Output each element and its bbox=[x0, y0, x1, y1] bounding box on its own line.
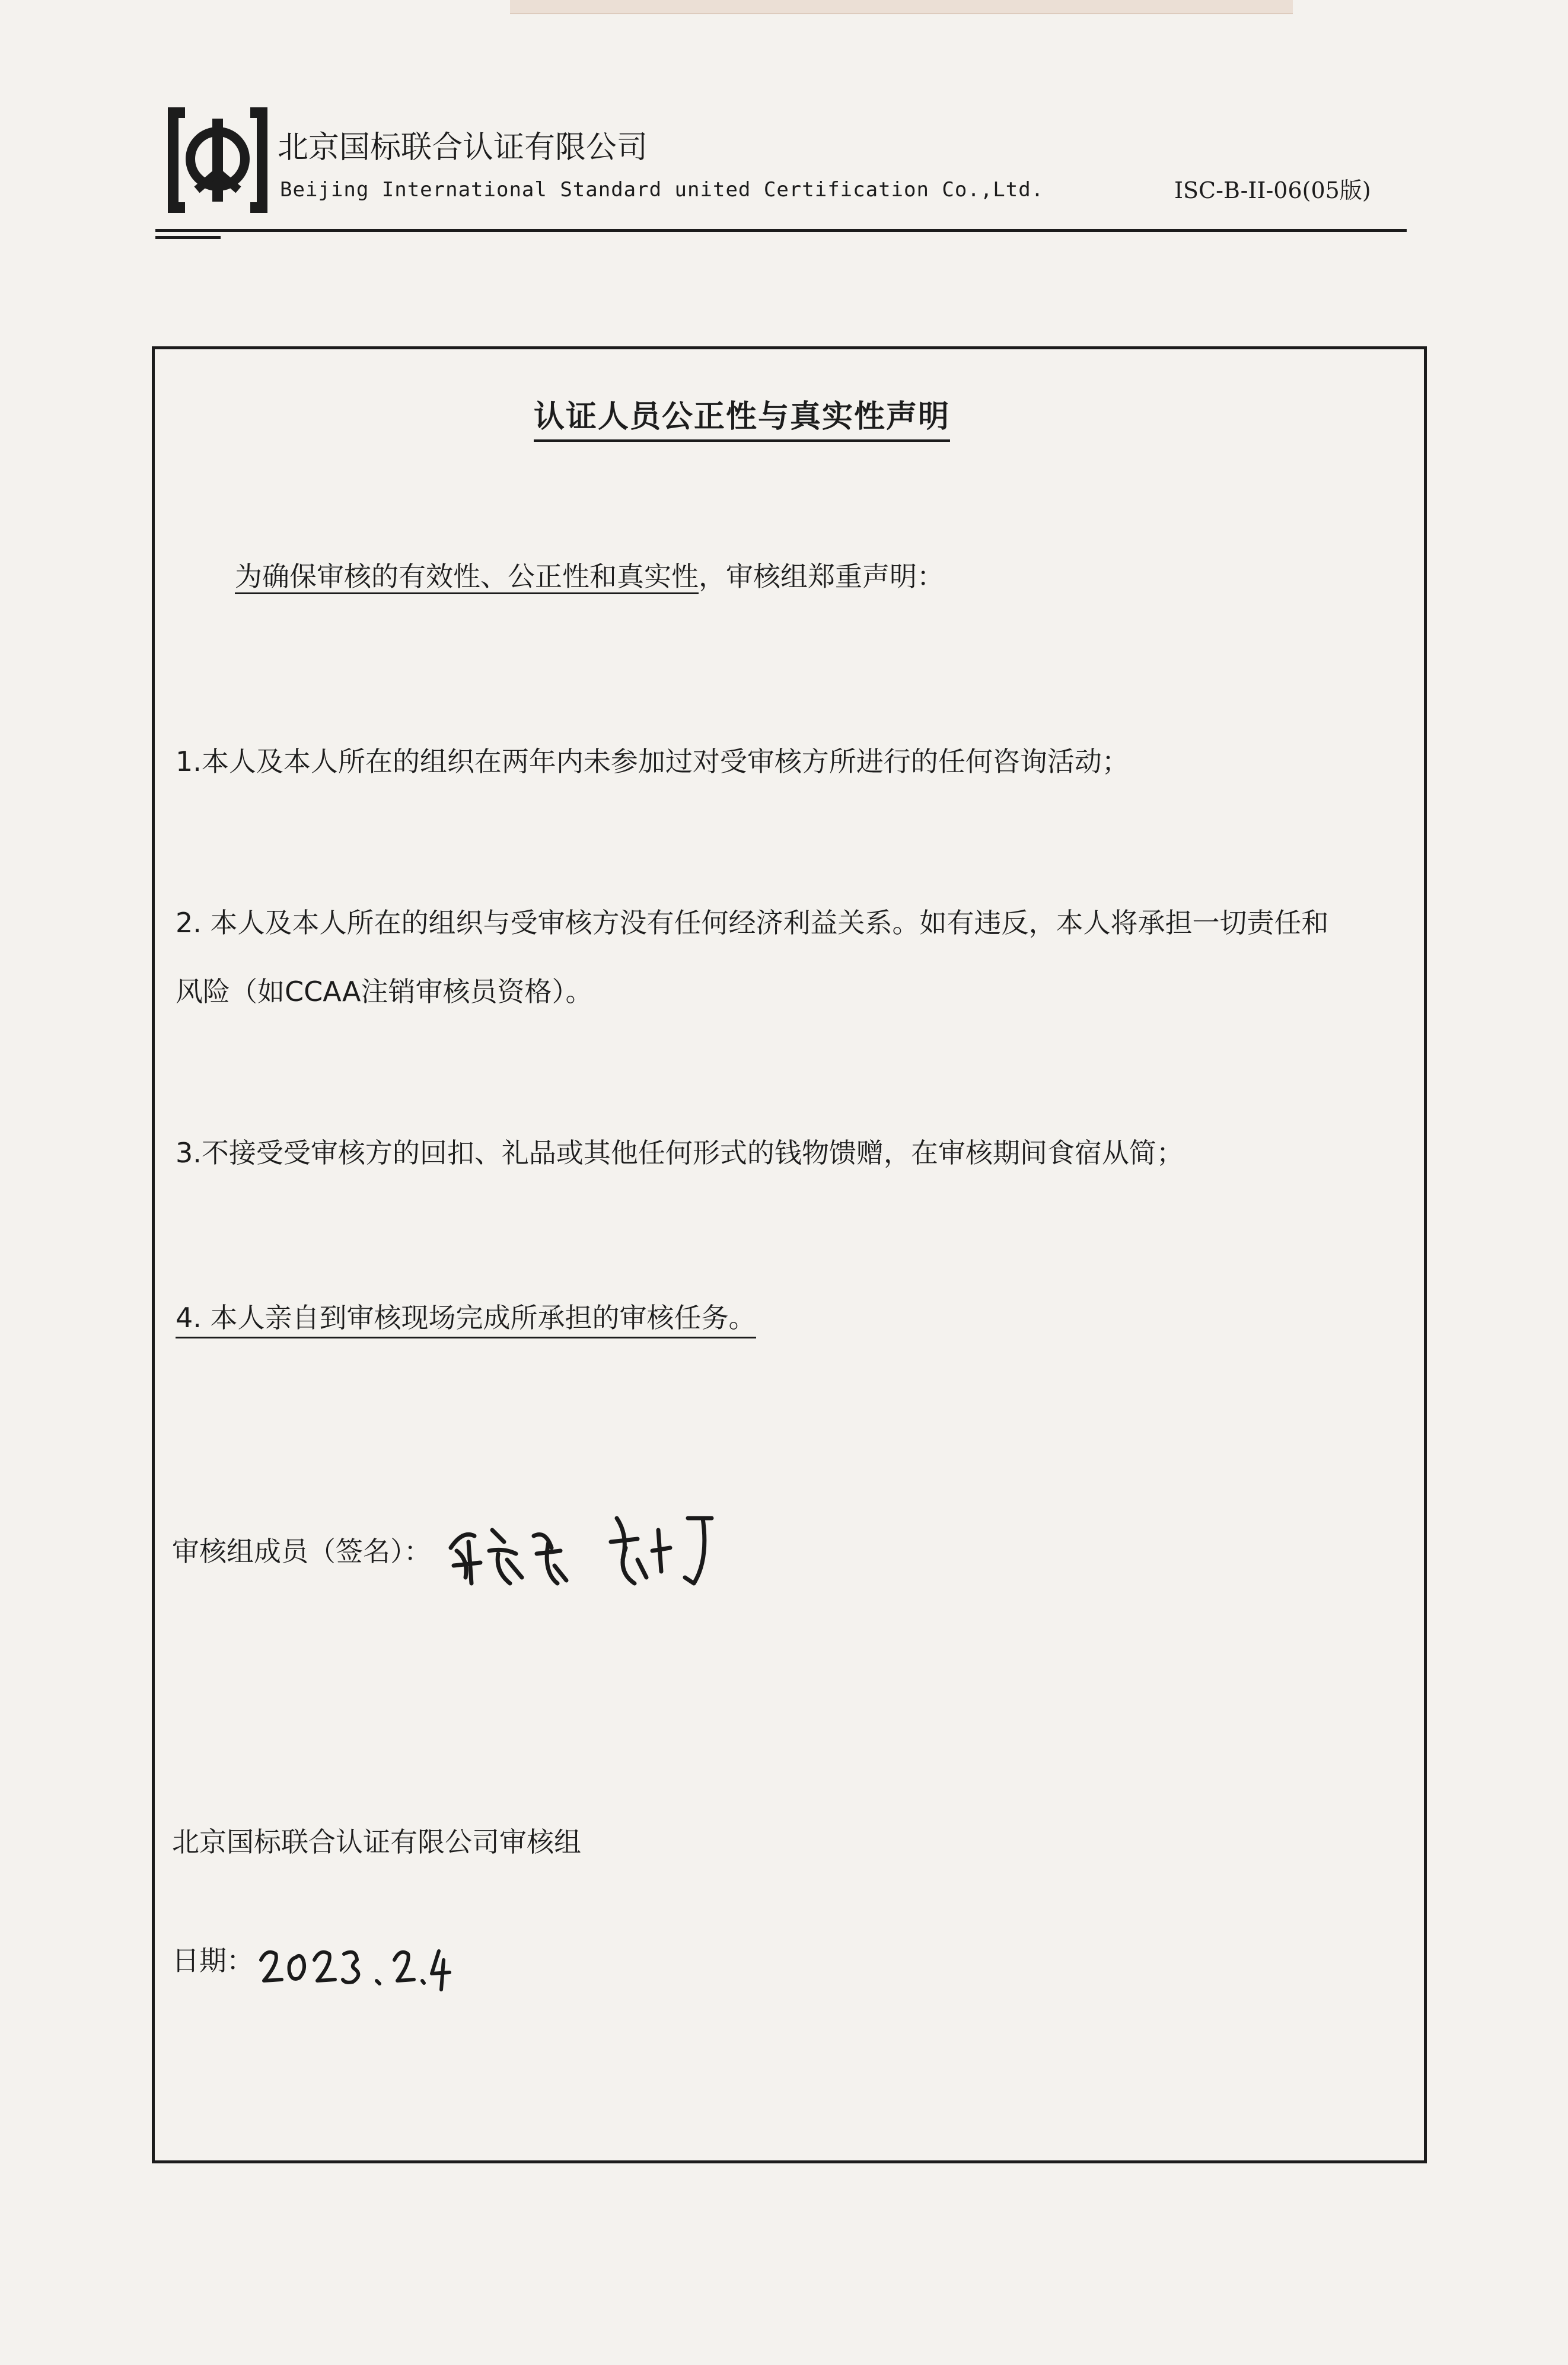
intro-underlined: 为确保审核的有效性、公正性和真实性 bbox=[235, 560, 699, 594]
handwritten-date bbox=[255, 1927, 457, 1999]
header-divider bbox=[155, 229, 1407, 232]
handwritten-signature bbox=[439, 1494, 759, 1601]
company-logo-icon bbox=[161, 101, 274, 219]
company-name-cn: 北京国标联合认证有限公司 bbox=[278, 130, 648, 165]
intro-paragraph bbox=[235, 555, 944, 594]
audit-team-org: 北京国标联合认证有限公司审核组 bbox=[172, 1826, 581, 1858]
declaration-item-2-cont: 风险（如CCAA注销审核员资格）。 bbox=[176, 976, 593, 1008]
declaration-frame bbox=[152, 346, 1427, 2163]
document-title: 认证人员公正性与真实性声明 bbox=[534, 391, 950, 442]
intro-rest: ，审核组郑重声明： bbox=[699, 560, 944, 592]
form-code: ISC-B-II-06(05版) bbox=[1174, 177, 1371, 203]
tape-strip bbox=[510, 0, 1293, 14]
company-name-en: Beijing International Standard united Certification Co.,Ltd. bbox=[280, 178, 1044, 202]
header-divider-accent bbox=[155, 236, 221, 239]
declaration-item-2: 2. 本人及本人所在的组织与受审核方没有任何经济利益关系。如有违反，本人将承担一切责任和 bbox=[176, 907, 1329, 939]
members-label: 审核组成员（签名）： bbox=[172, 1535, 431, 1567]
declaration-item-1: 1.本人及本人所在的组织在两年内未参加过对受审核方所进行的任何咨询活动； bbox=[176, 745, 1129, 777]
declaration-item-3: 3.不接受受审核方的回扣、礼品或其他任何形式的钱物馈赠，在审核期间食宿从简； bbox=[176, 1137, 1184, 1169]
declaration-item-4: 4. 本人亲自到审核现场完成所承担的审核任务。 bbox=[176, 1296, 756, 1338]
date-label: 日期： bbox=[172, 1945, 254, 1977]
